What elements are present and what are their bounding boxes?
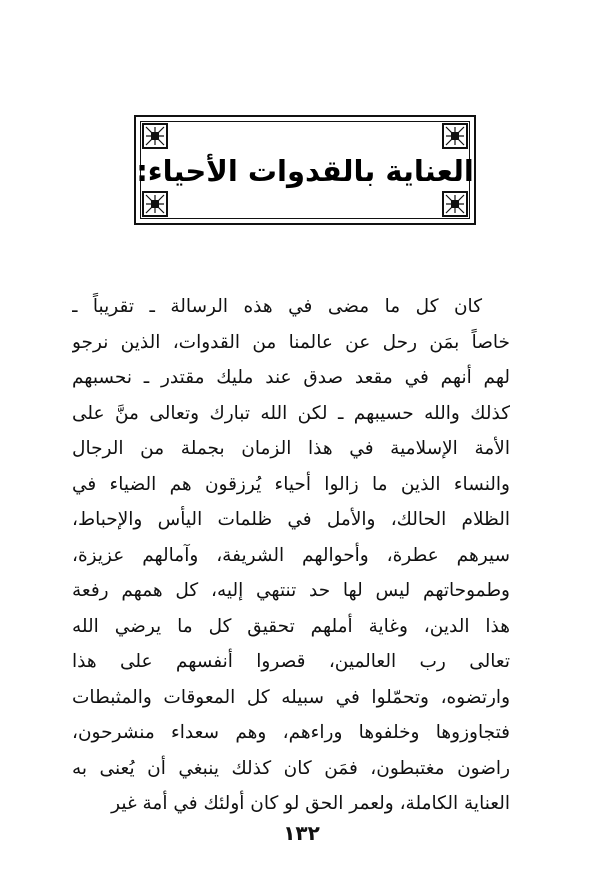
text-line: والنساء الذين ما زالوا أحياء يُرزقون هم الضياء في [72,473,510,495]
text-line: فتجاوزوها وخلفوها وراءهم، وهم سعداء منشرحون، [72,722,510,743]
text-line: راضون مغتبطون، فمَن كان كذلك ينبغي أن يُعنى به [72,757,510,779]
ornament-corner-icon [142,123,168,149]
ornament-corner-icon [142,191,168,217]
text-line: كذلك والله حسيبهم ـ لكن الله تبارك وتعالى منَّ على [72,402,510,424]
title-frame [134,115,476,225]
text-line: وارتضوه، وتحمّلوا في سبيله كل المعوقات والمثبطات [72,686,510,708]
text-line: الأمة الإسلامية في هذا الزمان بجملة من الرجال [72,438,510,459]
ornament-corner-icon [442,191,468,217]
body-paragraph [72,289,510,822]
text-line: وطموحاتهم ليس لها حد تنتهي إليه، كل همهم رفعة [72,580,510,601]
section-title: العناية بالقدوات الأحياء: [136,154,474,188]
text-line: العناية الكاملة، ولعمر الحق لو كان أولئك في أمة غير [111,793,510,814]
text-line: خاصاً بمَن رحل عن عالمنا من القدوات، الذين نرجو [72,331,510,353]
text-line: لهم أنهم في مقعد صدق عند مليك مقتدر ـ نحسبهم [72,367,510,388]
text-line: كان كل ما مضى في هذه الرسالة ـ تقريباً ـ [72,296,482,317]
text-line: هذا الدين، وغاية أملهم تحقيق كل ما يرضي الله [72,615,510,637]
ornament-corner-icon [442,123,468,149]
text-line: سيرهم عطرة، وأحوالهم الشريفة، وآمالهم عزيزة، [72,544,510,566]
page-number: ١٣٢ [283,821,320,845]
text-line: الظلام الحالك، والأمل في ظلمات اليأس والإحباط، [72,509,510,530]
text-line: تعالى رب العالمين، قصروا أنفسهم على هذا [72,651,510,672]
